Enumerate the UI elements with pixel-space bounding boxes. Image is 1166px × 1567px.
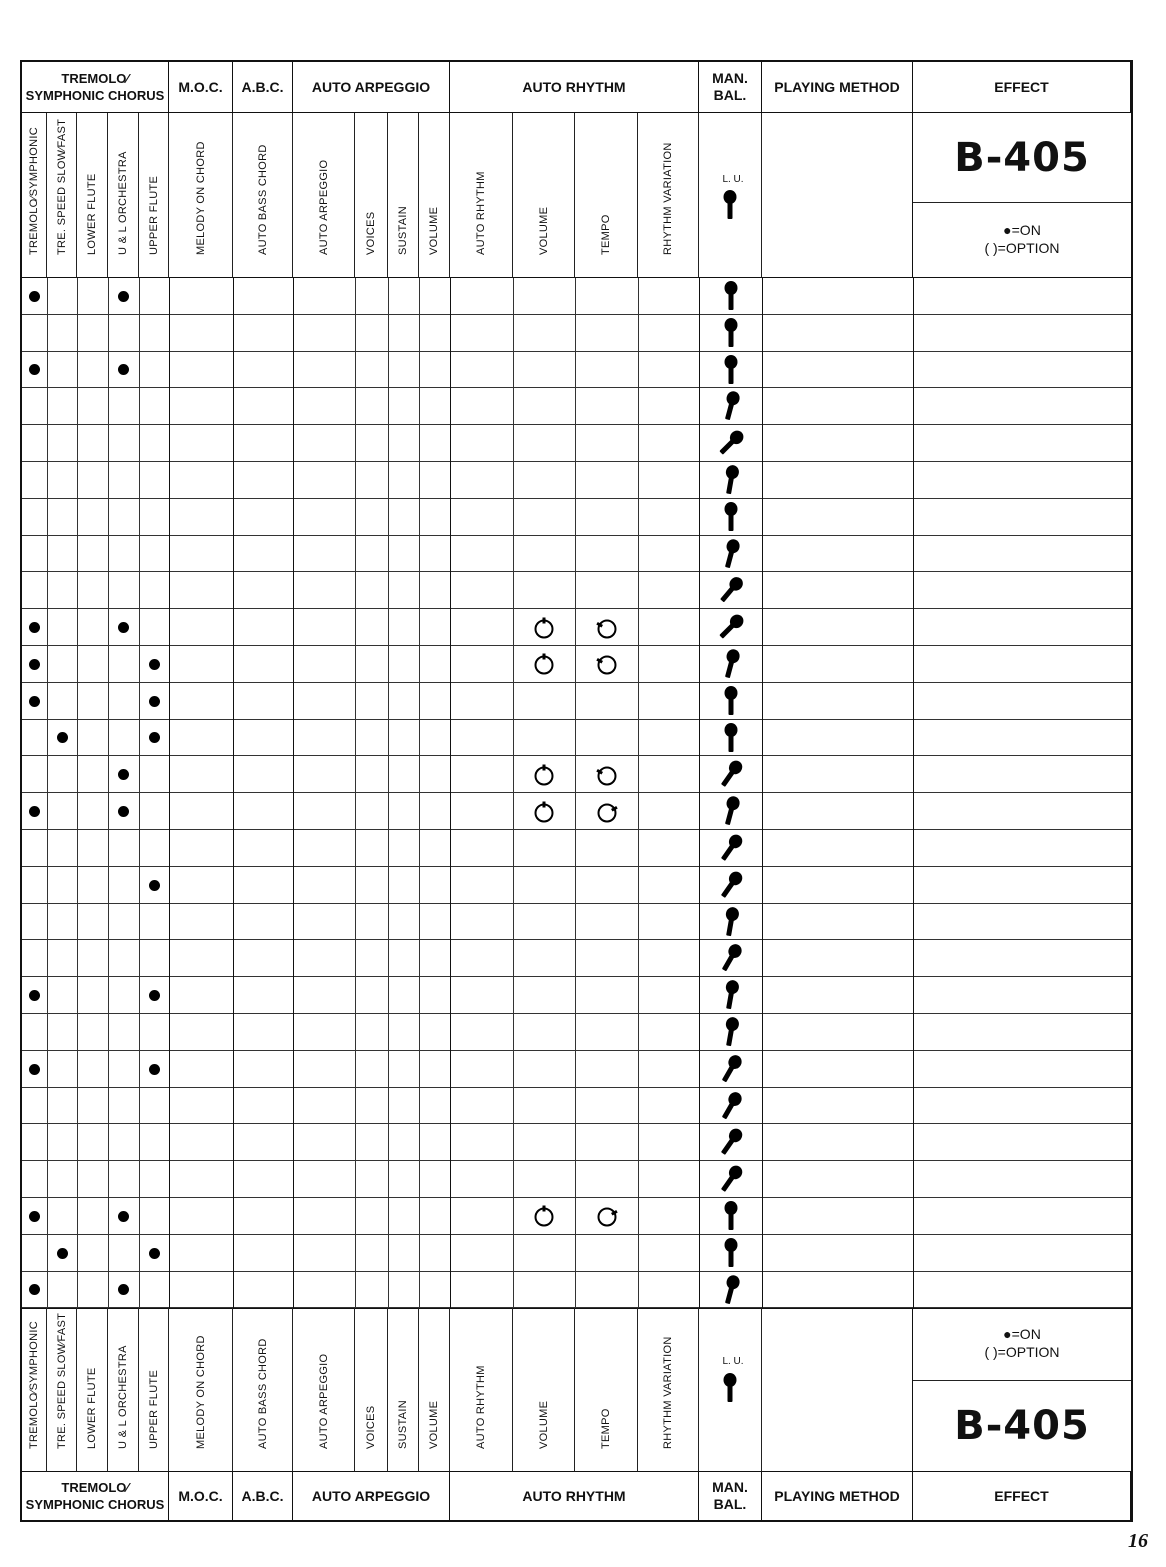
column-divider bbox=[699, 278, 700, 1308]
column-divider bbox=[169, 278, 170, 1308]
header-tremolo: TREMOLO⁄ SYMPHONIC CHORUS bbox=[22, 1472, 169, 1521]
on-dot-icon bbox=[29, 1284, 40, 1295]
on-dot-icon bbox=[118, 622, 129, 633]
on-dot-icon bbox=[57, 1248, 68, 1259]
subheader-auto-rhythm bbox=[450, 113, 513, 278]
table-row bbox=[22, 609, 1131, 646]
subheader-tre-speed-slow-fast bbox=[47, 113, 77, 278]
header-auto-rhythm: AUTO RHYTHM bbox=[450, 1472, 699, 1521]
on-dot-icon bbox=[149, 696, 160, 707]
subheader-playing-method bbox=[762, 113, 913, 278]
subheader-label: MELODY ON CHORD bbox=[194, 141, 207, 255]
table-row bbox=[22, 352, 1131, 389]
tempo-knob-icon bbox=[594, 1203, 620, 1229]
subheader-label: RHYTHM VARIATION bbox=[662, 142, 674, 255]
subheader-label: AUTO RHYTHM bbox=[475, 171, 487, 255]
subheader-label: VOLUME bbox=[428, 1400, 440, 1449]
header-auto-arpeggio: AUTO ARPEGGIO bbox=[293, 62, 450, 113]
on-dot-icon bbox=[29, 1211, 40, 1222]
subheader-label: TEMPO bbox=[600, 214, 612, 255]
table-row bbox=[22, 720, 1131, 757]
table-row bbox=[22, 977, 1131, 1014]
column-divider bbox=[575, 278, 576, 1308]
balance-indicator-icon bbox=[716, 536, 746, 572]
man-bal-header-indicator-icon bbox=[715, 1370, 745, 1406]
header-playing-method: PLAYING METHOD bbox=[762, 1472, 913, 1521]
effect-header-block bbox=[913, 113, 1131, 278]
table-row bbox=[22, 425, 1131, 462]
subheader-volume bbox=[513, 1308, 575, 1472]
subheader-tempo bbox=[575, 113, 638, 278]
model-label-top: B-405 bbox=[913, 113, 1131, 203]
subheader-sustain bbox=[388, 1308, 419, 1472]
subheader-auto-arpeggio bbox=[293, 113, 355, 278]
subheader-label: LOWER FLUTE bbox=[86, 1367, 98, 1449]
subheader-label: TREMOLO⁄SYMPHONIC bbox=[28, 127, 40, 255]
table-row bbox=[22, 756, 1131, 793]
table-row bbox=[22, 1272, 1131, 1309]
column-divider bbox=[139, 278, 140, 1308]
subheader-label: TEMPO bbox=[600, 1408, 612, 1449]
column-divider bbox=[762, 278, 763, 1308]
subheader-label: MELODY ON CHORD bbox=[194, 1335, 207, 1449]
subheader-label: VOLUME bbox=[537, 206, 550, 255]
subheader-auto-bass-chord bbox=[233, 1308, 293, 1472]
subheader-sustain bbox=[388, 113, 419, 278]
balance-indicator-icon bbox=[716, 830, 746, 866]
volume-knob-icon bbox=[531, 799, 557, 825]
subheader-tremolo-symphonic bbox=[22, 113, 47, 278]
tempo-knob-icon bbox=[594, 651, 620, 677]
on-dot-icon bbox=[29, 659, 40, 670]
balance-indicator-icon bbox=[716, 646, 746, 682]
column-divider bbox=[513, 278, 514, 1308]
subheader-melody-on-chord bbox=[169, 113, 233, 278]
subheader-label: U & L ORCHESTRA bbox=[117, 1345, 129, 1449]
on-dot-icon bbox=[149, 732, 160, 743]
man-bal-lu-label: L. U. bbox=[722, 1356, 744, 1368]
balance-indicator-icon bbox=[716, 388, 746, 424]
on-dot-icon bbox=[29, 291, 40, 302]
volume-knob-icon bbox=[531, 1203, 557, 1229]
balance-indicator-icon bbox=[716, 756, 746, 792]
balance-indicator-icon bbox=[716, 1198, 746, 1234]
man-bal-header-indicator-icon bbox=[715, 187, 745, 223]
balance-indicator-icon bbox=[716, 278, 746, 314]
legend-on-bottom: ●=ON bbox=[1003, 1326, 1041, 1343]
table-row bbox=[22, 830, 1131, 867]
on-dot-icon bbox=[118, 291, 129, 302]
header-auto-arpeggio: AUTO ARPEGGIO bbox=[293, 1472, 450, 1521]
header-man-bal: MAN. BAL. bbox=[699, 62, 762, 113]
table-row bbox=[22, 1088, 1131, 1125]
subheader-volume bbox=[419, 113, 450, 278]
column-divider bbox=[77, 278, 78, 1308]
settings-chart-table bbox=[20, 60, 1133, 1522]
subheader-rhythm-variation bbox=[638, 113, 699, 278]
column-divider bbox=[108, 278, 109, 1308]
column-divider bbox=[355, 278, 356, 1308]
subheader-label: VOLUME bbox=[537, 1400, 550, 1449]
subheader-man-bal bbox=[699, 113, 762, 278]
model-label-bottom: B-405 bbox=[913, 1380, 1131, 1470]
subheader-label: SUSTAIN bbox=[397, 1400, 409, 1449]
table-row bbox=[22, 867, 1131, 904]
header-moc: M.O.C. bbox=[169, 1472, 233, 1521]
subheader-label: UPPER FLUTE bbox=[147, 1369, 160, 1449]
table-row bbox=[22, 646, 1131, 683]
subheader-label: TRE. SPEED SLOW⁄FAST bbox=[55, 1312, 68, 1449]
subheader-label: VOICES bbox=[365, 1405, 377, 1449]
subheader-volume bbox=[419, 1308, 450, 1472]
volume-knob-icon bbox=[531, 651, 557, 677]
balance-indicator-icon bbox=[716, 1124, 746, 1160]
balance-indicator-icon bbox=[716, 572, 746, 608]
column-divider bbox=[47, 278, 48, 1308]
header-effect: EFFECT bbox=[913, 62, 1131, 113]
balance-indicator-icon bbox=[716, 683, 746, 719]
table-row bbox=[22, 315, 1131, 352]
balance-indicator-icon bbox=[716, 315, 746, 351]
man-bal-lu-label: L. U. bbox=[722, 174, 744, 185]
subheader-voices bbox=[355, 1308, 388, 1472]
on-dot-icon bbox=[118, 1284, 129, 1295]
subheader-label: AUTO BASS CHORD bbox=[256, 144, 269, 255]
header-tremolo: TREMOLO⁄ SYMPHONIC CHORUS bbox=[22, 62, 169, 113]
subheader-label: VOICES bbox=[365, 211, 377, 255]
subheader-tempo bbox=[575, 1308, 638, 1472]
subheader-label: RHYTHM VARIATION bbox=[662, 1336, 674, 1449]
balance-indicator-icon bbox=[716, 940, 746, 976]
header-playing-method: PLAYING METHOD bbox=[762, 62, 913, 113]
on-dot-icon bbox=[29, 1064, 40, 1075]
subheader-label: SUSTAIN bbox=[397, 206, 409, 255]
subheader-label: AUTO ARPEGGIO bbox=[317, 159, 330, 255]
balance-indicator-icon bbox=[716, 352, 746, 388]
on-dot-icon bbox=[29, 622, 40, 633]
subheader-label: LOWER FLUTE bbox=[86, 173, 98, 255]
subheader-label: U & L ORCHESTRA bbox=[117, 151, 129, 255]
balance-indicator-icon bbox=[716, 499, 746, 535]
on-dot-icon bbox=[29, 990, 40, 1001]
balance-indicator-icon bbox=[716, 462, 746, 498]
table-row bbox=[22, 388, 1131, 425]
on-dot-icon bbox=[118, 806, 129, 817]
on-dot-icon bbox=[29, 364, 40, 375]
balance-indicator-icon bbox=[716, 609, 746, 645]
legend-option-top: ( )=OPTION bbox=[984, 240, 1060, 256]
header-effect: EFFECT bbox=[913, 1472, 1131, 1521]
table-row bbox=[22, 462, 1131, 499]
subheader-u-l-orchestra bbox=[108, 1308, 139, 1472]
balance-indicator-icon bbox=[716, 977, 746, 1013]
subheader-upper-flute bbox=[139, 1308, 169, 1472]
header-auto-rhythm: AUTO RHYTHM bbox=[450, 62, 699, 113]
balance-indicator-icon bbox=[716, 1235, 746, 1271]
balance-indicator-icon bbox=[716, 793, 746, 829]
table-row bbox=[22, 278, 1131, 315]
subheader-volume bbox=[513, 113, 575, 278]
subheader-u-l-orchestra bbox=[108, 113, 139, 278]
subheader-lower-flute bbox=[77, 1308, 108, 1472]
volume-knob-icon bbox=[531, 615, 557, 641]
subheader-upper-flute bbox=[139, 113, 169, 278]
subheader-auto-rhythm bbox=[450, 1308, 513, 1472]
balance-indicator-icon bbox=[716, 1161, 746, 1197]
subheader-rhythm-variation bbox=[638, 1308, 699, 1472]
balance-indicator-icon bbox=[716, 867, 746, 903]
subheader-auto-arpeggio bbox=[293, 1308, 355, 1472]
column-divider bbox=[233, 278, 234, 1308]
on-dot-icon bbox=[149, 880, 160, 891]
subheader-label: AUTO ARPEGGIO bbox=[317, 1353, 330, 1449]
subheader-label: TREMOLO⁄SYMPHONIC bbox=[28, 1321, 40, 1449]
on-dot-icon bbox=[57, 732, 68, 743]
balance-indicator-icon bbox=[716, 720, 746, 756]
legend-option-bottom: ( )=OPTION bbox=[984, 1344, 1060, 1361]
table-row bbox=[22, 1161, 1131, 1198]
on-dot-icon bbox=[118, 769, 129, 780]
subheader-label: TRE. SPEED SLOW⁄FAST bbox=[55, 118, 68, 255]
table-row bbox=[22, 1014, 1131, 1051]
column-divider bbox=[638, 278, 639, 1308]
table-row bbox=[22, 793, 1131, 830]
subheader-tremolo-symphonic bbox=[22, 1308, 47, 1472]
subheader-voices bbox=[355, 113, 388, 278]
on-dot-icon bbox=[118, 1211, 129, 1222]
table-row bbox=[22, 1051, 1131, 1088]
on-dot-icon bbox=[149, 1248, 160, 1259]
header-abc: A.B.C. bbox=[233, 62, 293, 113]
on-dot-icon bbox=[149, 659, 160, 670]
subheader-label: VOLUME bbox=[428, 206, 440, 255]
column-divider bbox=[913, 278, 914, 1308]
subheader-label: AUTO RHYTHM bbox=[475, 1365, 487, 1449]
column-divider bbox=[388, 278, 389, 1308]
header-moc: M.O.C. bbox=[169, 62, 233, 113]
tempo-knob-icon bbox=[594, 615, 620, 641]
on-dot-icon bbox=[149, 990, 160, 1001]
subheader-auto-bass-chord bbox=[233, 113, 293, 278]
balance-indicator-icon bbox=[716, 1014, 746, 1050]
balance-indicator-icon bbox=[716, 1051, 746, 1087]
tempo-knob-icon bbox=[594, 762, 620, 788]
volume-knob-icon bbox=[531, 762, 557, 788]
column-divider bbox=[419, 278, 420, 1308]
subheader-melody-on-chord bbox=[169, 1308, 233, 1472]
table-row bbox=[22, 683, 1131, 720]
column-divider bbox=[293, 278, 294, 1308]
on-dot-icon bbox=[29, 696, 40, 707]
balance-indicator-icon bbox=[716, 425, 746, 461]
legend-on-top: ●=ON bbox=[1003, 222, 1041, 238]
page-number: 16 bbox=[1128, 1530, 1148, 1552]
effect-footer-block bbox=[913, 1308, 1131, 1472]
table-row bbox=[22, 940, 1131, 977]
on-dot-icon bbox=[118, 364, 129, 375]
subheader-tre-speed-slow-fast bbox=[47, 1308, 77, 1472]
subheader-man-bal bbox=[699, 1308, 762, 1472]
table-row bbox=[22, 499, 1131, 536]
subheader-label: UPPER FLUTE bbox=[147, 175, 160, 255]
balance-indicator-icon bbox=[716, 904, 746, 940]
table-row bbox=[22, 536, 1131, 573]
subheader-lower-flute bbox=[77, 113, 108, 278]
subheader-label: AUTO BASS CHORD bbox=[256, 1338, 269, 1449]
balance-indicator-icon bbox=[716, 1272, 746, 1308]
table-row bbox=[22, 1124, 1131, 1161]
table-row bbox=[22, 904, 1131, 941]
header-man-bal: MAN. BAL. bbox=[699, 1472, 762, 1521]
subheader-playing-method bbox=[762, 1308, 913, 1472]
header-abc: A.B.C. bbox=[233, 1472, 293, 1521]
tempo-knob-icon bbox=[594, 799, 620, 825]
column-divider bbox=[450, 278, 451, 1308]
table-row bbox=[22, 1235, 1131, 1272]
table-row bbox=[22, 1198, 1131, 1235]
on-dot-icon bbox=[149, 1064, 160, 1075]
balance-indicator-icon bbox=[716, 1088, 746, 1124]
on-dot-icon bbox=[29, 806, 40, 817]
table-row bbox=[22, 572, 1131, 609]
